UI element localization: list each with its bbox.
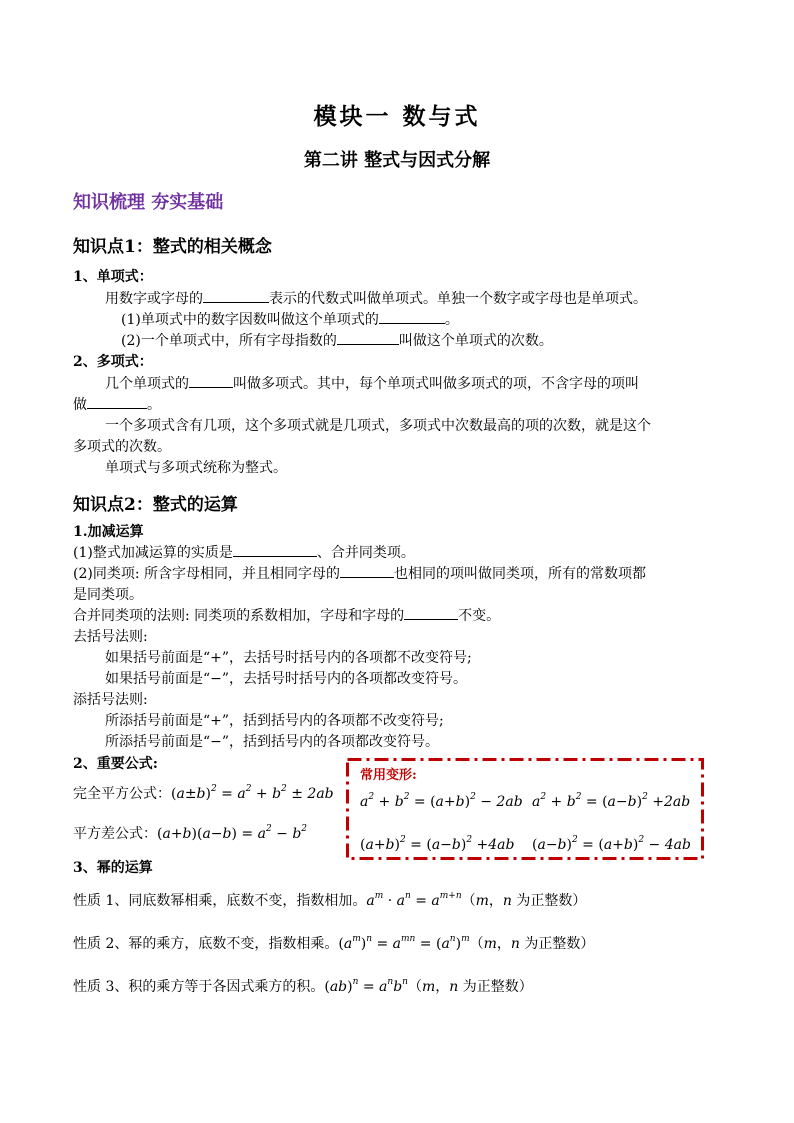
power-property-1 (73, 890, 586, 912)
text-segment: (2)一个单项式中，所有字母指数的 (121, 333, 337, 349)
point2-heading: 知识点2：整式的运算 (73, 495, 238, 515)
page-title: 模块一 数与式 (313, 103, 481, 130)
property-text: 性质 2、幂的乘方，底数不变，指数相乘。 (73, 936, 339, 952)
monomial-label: 1、单项式： (73, 269, 153, 285)
text-segment: 也相同的项叫做同类项，所有的常数项都 (394, 566, 646, 582)
polynomial-degree-line1: 一个多项式含有几项，这个多项式就是几项式，多项式中次数最高的项的次数，就是这个 (105, 418, 651, 434)
monomial-definition (105, 288, 647, 310)
property-vars: m，n (421, 979, 463, 995)
text-segment: 表示的代数式叫做单项式。单独一个数字或字母也是单项式。 (269, 291, 647, 307)
variation-2: $a^2 + b^2 = (a-b)^2 +2ab$ (532, 792, 691, 810)
property-text: 性质 1、同底数幂相乘，底数不变，指数相加。 (73, 893, 367, 909)
fill-blank (189, 373, 233, 388)
remove-bracket-minus: 如果括号前面是“−”，去括号时括号内的各项都改变符号。 (105, 671, 468, 687)
text-segment: 。 (147, 397, 161, 413)
monomial-coefficient (121, 309, 459, 331)
property-condition: 为正整数） (524, 936, 595, 952)
fill-blank (404, 605, 458, 620)
text-segment: (1)单项式中的数字因数叫做这个单项式的 (121, 312, 379, 328)
polynomial-degree-line2: 多项式的次数。 (73, 439, 171, 455)
polynomial-label: 2、多项式： (73, 354, 153, 370)
property-formula: $a^m \cdot a^n = a^{m+n}$ (366, 891, 462, 909)
like-terms-constant: 是同类项。 (73, 587, 143, 603)
text-segment: 。 (444, 312, 459, 328)
perfect-square-formula (73, 783, 334, 805)
property-paren: （ (407, 979, 422, 995)
fill-blank (340, 563, 394, 578)
text-segment: 叫做这个单项式的次数。 (398, 333, 553, 349)
add-bracket-minus: 所添括号前面是“−”，括到括号内的各项都改变符号。 (105, 734, 440, 750)
formula-expression: $(a+b)(a-b) = a^2 - b^2$ (157, 824, 308, 842)
remove-bracket-plus: 如果括号前面是“+”，去括号时括号内的各项都不改变符号; (105, 650, 472, 666)
formula-expression: $(a\pm b)^2 = a^2 + b^2 \pm 2ab$ (171, 784, 334, 802)
add-bracket-plus: 所添括号前面是“+”，括到括号内的各项都不改变符号; (105, 713, 444, 729)
formula-label: 平方差公式： (73, 826, 157, 842)
text-segment: 几个单项式的 (105, 376, 189, 392)
text-segment: 用数字或字母的 (105, 291, 203, 307)
property-formula: $(a^m)^n = a^{mn} = (a^n)^m$ (338, 934, 470, 952)
text-segment: 做 (73, 397, 87, 413)
integral-expression-note: 单项式与多项式统称为整式。 (105, 460, 287, 476)
text-segment: 叫做多项式。其中，每个单项式叫做多项式的项，不含字母的项叫 (233, 376, 639, 392)
property-paren: （ (469, 936, 484, 952)
text-segment: (1)整式加减运算的实质是 (73, 545, 233, 561)
property-vars: m，n (475, 893, 517, 909)
text-segment: (2)同类项: 所含字母相同，并且相同字母的 (73, 566, 340, 582)
property-condition: 为正整数） (516, 893, 587, 909)
fill-blank (87, 394, 147, 409)
common-variations-box (346, 758, 704, 860)
property-condition: 为正整数） (462, 979, 533, 995)
variation-3: $(a+b)^2 = (a-b)^2 +4ab$ (360, 835, 515, 853)
lesson-title: 第二讲 整式与因式分解 (303, 150, 491, 171)
like-terms-definition (73, 563, 646, 585)
power-property-3 (73, 976, 533, 998)
powers-label: 3、幂的运算 (73, 860, 153, 876)
fill-blank (233, 542, 317, 557)
combine-rule (73, 605, 500, 627)
property-text: 性质 3、积的乘方等于各因式乘方的积。 (73, 979, 325, 995)
add-subtract-essence (73, 542, 415, 564)
remove-bracket-rule: 去括号法则: (73, 629, 148, 645)
box-title: 常用变形: (360, 768, 417, 783)
point1-heading: 知识点1：整式的相关概念 (73, 237, 272, 257)
formula-label: 完全平方公式： (73, 786, 171, 802)
property-paren: （ (461, 893, 476, 909)
fill-blank (379, 309, 445, 324)
formulas-label: 2、重要公式: (73, 756, 158, 772)
add-subtract-label: 1.加减运算 (73, 524, 144, 540)
monomial-degree (121, 330, 553, 352)
text-segment: 合并同类项的法则: 同类项的系数相加，字母和字母的 (73, 608, 405, 624)
difference-of-squares-formula (73, 823, 307, 845)
fill-blank (203, 288, 269, 303)
variation-1: $a^2 + b^2 = (a+b)^2 - 2ab$ (360, 792, 523, 810)
text-segment: 、合并同类项。 (316, 545, 415, 561)
property-vars: m，n (483, 936, 525, 952)
add-bracket-rule: 添括号法则: (73, 692, 148, 708)
fill-blank (337, 330, 399, 345)
property-formula: $(ab)^n = a^nb^n$ (324, 977, 408, 995)
text-segment: 不变。 (458, 608, 501, 624)
variation-4: $(a-b)^2 = (a+b)^2 - 4ab$ (532, 835, 691, 853)
section-heading: 知识梳理 夯实基础 (73, 192, 224, 213)
polynomial-definition (105, 373, 639, 395)
power-property-2 (73, 933, 594, 955)
polynomial-constant (73, 394, 161, 416)
